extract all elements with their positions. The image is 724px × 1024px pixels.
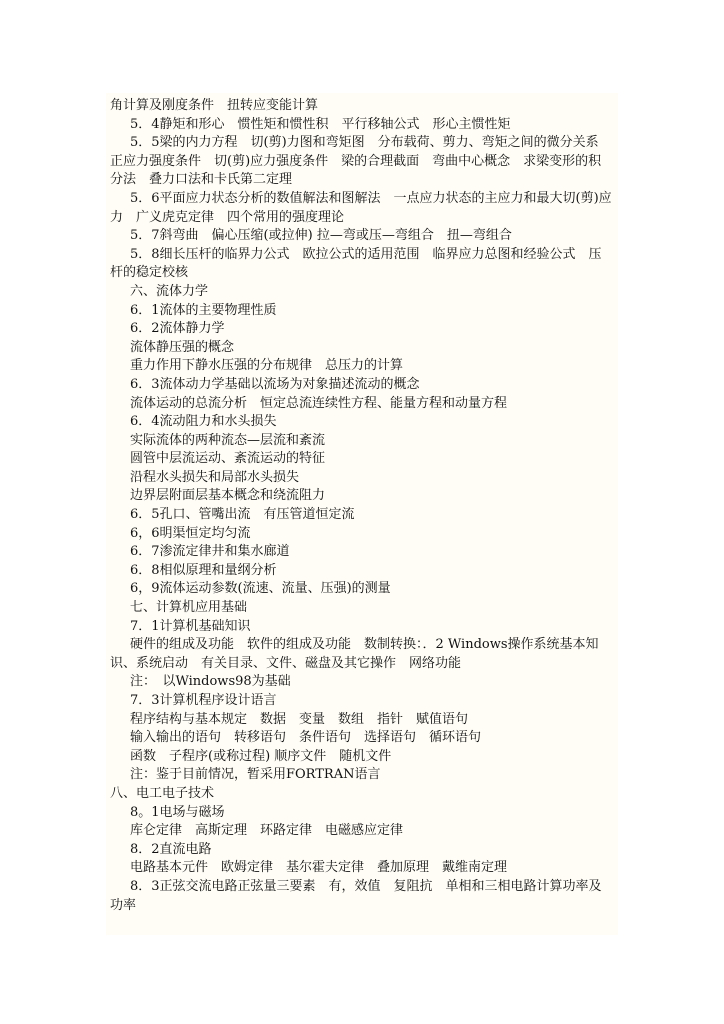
paragraph: 6，6明渠恒定均匀流	[130, 525, 251, 541]
paragraph: 圆管中层流运动、紊流运动的特征	[130, 451, 326, 467]
section-heading: 六、流体力学	[130, 283, 209, 299]
paragraph: 6．3流体动力学基础以流场为对象描述流动的概念	[130, 376, 420, 392]
paragraph: 电路基本元件 欧姆定律 基尔霍夫定律 叠加原理 戴维南定理	[130, 860, 508, 876]
paragraph: 函数 子程序(或称过程) 顺序文件 随机文件	[130, 748, 392, 764]
paragraph: 流体运动的总流分析 恒定总流连续性方程、能量方程和动量方程	[130, 395, 508, 411]
paragraph: 5．8细长压杆的临界力公式 欧拉公式的适用范围 临界应力总图和经验公式 压杆的稳定校核	[110, 246, 602, 281]
paragraph: 重力作用下静水压强的分布规律 总压力的计算	[130, 358, 404, 374]
document-body	[110, 97, 614, 915]
paragraph: 7．3计算机程序设计语言	[130, 693, 277, 708]
paragraph: 8．3正弦交流电路正弦量三要素 有，效值 复阻抗 单相和三相电路计算功率及功率	[110, 878, 602, 913]
paragraph: 角计算及刚度条件 扭转应变能计算	[110, 98, 319, 113]
paragraph: 程序结构与基本规定 数据 变量 数组 指针 赋值语句	[130, 711, 469, 727]
note: 注：鉴于目前情况，暂采用FORTRAN语言	[130, 767, 381, 783]
paragraph: 流体静压强的概念	[130, 339, 235, 355]
section-heading: 八、电工电子技术	[110, 785, 215, 801]
paragraph: 6．4流动阻力和水头损失	[130, 414, 277, 430]
paragraph: 实际流体的两种流态—层流和紊流	[130, 432, 326, 448]
paragraph: 8．2直流电路	[130, 841, 212, 857]
note: 注： 以Windows98为基础	[130, 674, 291, 690]
paragraph: 5．7斜弯曲 偏心压缩(或拉伸) 拉—弯或压—弯组合 扭—弯组合	[130, 228, 512, 244]
paragraph: 6．2流体静力学	[130, 321, 225, 337]
paragraph: 7．1计算机基础知识	[130, 618, 251, 634]
paragraph: 库仑定律 高斯定理 环路定律 电磁感应定律	[130, 823, 404, 839]
paragraph: 边界层附面层基本概念和绕流阻力	[130, 488, 326, 504]
paragraph: 6．7渗流定律井和集水廊道	[130, 544, 290, 560]
paragraph: 6．1流体的主要物理性质	[130, 302, 277, 318]
paragraph: 沿程水头损失和局部水头损失	[130, 469, 300, 485]
paragraph: 5．5梁的内力方程 切(剪)力图和弯矩图 分布载荷、剪力、弯矩之间的微分关系 正应力强度条件 切(剪)应力强度条件 梁的合理截面 弯曲中心概念 求梁变形的积分法 叠力口法和卡氏第二定理	[110, 135, 612, 188]
paragraph: 6．5孔口、管嘴出流 有压管道恒定流	[130, 507, 355, 523]
paragraph: 8。1电场与磁场	[130, 804, 225, 820]
paragraph: 5．6平面应力状态分析的数值解法和图解法 一点应力状态的主应力和最大切(剪)应力 广义虎克定律 四个常用的强度理论	[110, 190, 612, 225]
paragraph: 输入输出的语句 转移语句 条件语句 选择语句 循环语句	[130, 730, 482, 746]
paragraph: 6．8相似原理和量纲分析	[130, 562, 277, 578]
paragraph: 5．4静矩和形心 惯性矩和惯性积 平行移轴公式 形心主惯性矩	[130, 116, 511, 132]
section-heading: 七、计算机应用基础	[130, 600, 248, 616]
paragraph: 硬件的组成及功能 软件的组成及功能 数制转换：．2 Windows操作系统基本知识、系统启动 有关目录、文件、磁盘及其它操作 网络功能	[110, 637, 599, 671]
paragraph: 6，9流体运动参数(流速、流量、压强)的测量	[130, 581, 391, 597]
document-page	[106, 93, 618, 935]
